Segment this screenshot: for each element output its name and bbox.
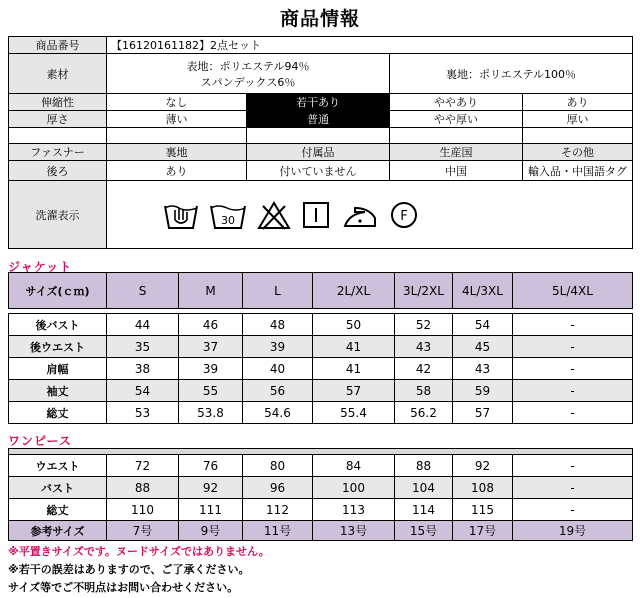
ref-size-cell: 9号 bbox=[179, 521, 243, 541]
size-header: L bbox=[243, 273, 313, 309]
other-value: 輸入品・中国語タグ bbox=[523, 161, 633, 181]
thickness-option: 厚い bbox=[523, 111, 633, 128]
ref-size-label: 参考サイズ bbox=[9, 521, 107, 541]
empty-cell bbox=[9, 128, 107, 144]
table-cell: 76 bbox=[179, 455, 243, 477]
fastener-label: ファスナー bbox=[9, 144, 107, 161]
wash-symbols bbox=[107, 181, 633, 249]
table-cell: 112 bbox=[243, 499, 313, 521]
note-flat-size: ※平置きサイズです。ヌードサイズではありません。 bbox=[8, 545, 270, 558]
material-label: 素材 bbox=[9, 54, 107, 94]
table-cell: 35 bbox=[107, 336, 179, 358]
table-cell: - bbox=[513, 358, 633, 380]
table-cell: 43 bbox=[453, 358, 513, 380]
empty-cell bbox=[247, 128, 390, 144]
table-cell: 41 bbox=[313, 358, 395, 380]
onepiece-section-label: ワンピース bbox=[8, 434, 72, 448]
table-cell: - bbox=[513, 455, 633, 477]
table-cell: 55.4 bbox=[313, 402, 395, 424]
table-cell: 57 bbox=[453, 402, 513, 424]
jacket-size-table bbox=[8, 272, 633, 424]
row-label: バスト bbox=[9, 477, 107, 499]
table-cell: 115 bbox=[453, 499, 513, 521]
table-cell: 43 bbox=[395, 336, 453, 358]
hand-wash-icon bbox=[163, 200, 199, 230]
row-label: 総丈 bbox=[9, 402, 107, 424]
line-dry-icon bbox=[301, 200, 331, 230]
thickness-option: やや厚い bbox=[390, 111, 523, 128]
table-cell: 41 bbox=[313, 336, 395, 358]
onepiece-size-table bbox=[8, 448, 633, 541]
table-cell: 96 bbox=[243, 477, 313, 499]
table-cell: 39 bbox=[179, 358, 243, 380]
row-label: 総丈 bbox=[9, 499, 107, 521]
table-cell: 59 bbox=[453, 380, 513, 402]
table-cell: 39 bbox=[243, 336, 313, 358]
table-cell: 114 bbox=[395, 499, 453, 521]
lining-value: あり bbox=[107, 161, 247, 181]
table-cell: - bbox=[513, 336, 633, 358]
origin-label: 生産国 bbox=[390, 144, 523, 161]
note-tolerance: ※若干の誤差はありますので、ご了承ください。 bbox=[8, 563, 250, 576]
table-cell: 53.8 bbox=[179, 402, 243, 424]
row-label: 後ウエスト bbox=[9, 336, 107, 358]
size-header: 5L/4XL bbox=[513, 273, 633, 309]
table-cell: 110 bbox=[107, 499, 179, 521]
jacket-section-label: ジャケット bbox=[8, 260, 73, 274]
table-cell: 46 bbox=[179, 314, 243, 336]
no-bleach-icon bbox=[257, 200, 291, 230]
table-cell: 57 bbox=[313, 380, 395, 402]
product-no-label: 商品番号 bbox=[9, 37, 107, 54]
ref-size-cell: 11号 bbox=[243, 521, 313, 541]
stretch-label: 伸縮性 bbox=[9, 94, 107, 111]
table-cell: 88 bbox=[107, 477, 179, 499]
empty-cell bbox=[107, 128, 247, 144]
size-header: M bbox=[179, 273, 243, 309]
material-front-line1: 表地：ポリエステル94％ bbox=[186, 59, 310, 73]
svg-text:F: F bbox=[400, 208, 408, 224]
table-cell: 58 bbox=[395, 380, 453, 402]
table-cell: 54 bbox=[107, 380, 179, 402]
table-cell: 80 bbox=[243, 455, 313, 477]
table-cell: 50 bbox=[313, 314, 395, 336]
size-header: 3L/2XL bbox=[395, 273, 453, 309]
table-cell: 92 bbox=[453, 455, 513, 477]
thickness-option-selected: 普通 bbox=[247, 111, 390, 128]
accessory-value: 付いていません bbox=[247, 161, 390, 181]
ref-size-cell: 15号 bbox=[395, 521, 453, 541]
table-cell: 92 bbox=[179, 477, 243, 499]
table-cell: - bbox=[513, 380, 633, 402]
row-label: ウエスト bbox=[9, 455, 107, 477]
product-info-table bbox=[8, 36, 633, 249]
table-cell: 56.2 bbox=[395, 402, 453, 424]
wash-30-icon bbox=[209, 200, 247, 230]
iron-low-icon bbox=[341, 200, 379, 230]
table-cell: - bbox=[513, 402, 633, 424]
note-contact: サイズ等でご不明点はお問い合わせください。 bbox=[8, 581, 239, 594]
table-cell: 54 bbox=[453, 314, 513, 336]
table-cell: 44 bbox=[107, 314, 179, 336]
page-title: 商品情報 bbox=[279, 8, 360, 30]
table-cell: 42 bbox=[395, 358, 453, 380]
table-cell: 52 bbox=[395, 314, 453, 336]
lining-label: 裏地 bbox=[107, 144, 247, 161]
thickness-label: 厚さ bbox=[9, 111, 107, 128]
ref-size-cell: 17号 bbox=[453, 521, 513, 541]
table-cell: - bbox=[513, 477, 633, 499]
material-front-line2: スパンデックス6％ bbox=[200, 75, 296, 89]
stretch-option-selected: 若干あり bbox=[247, 94, 390, 111]
other-label: その他 bbox=[523, 144, 633, 161]
material-back: 裏地：ポリエステル100％ bbox=[390, 54, 633, 94]
table-cell: 38 bbox=[107, 358, 179, 380]
product-no-value: 【16120161182】2点セット bbox=[107, 37, 633, 54]
ref-size-cell: 7号 bbox=[107, 521, 179, 541]
stretch-option: なし bbox=[107, 94, 247, 111]
origin-value: 中国 bbox=[390, 161, 523, 181]
empty-cell bbox=[390, 128, 523, 144]
stretch-option: ややあり bbox=[390, 94, 523, 111]
stretch-option: あり bbox=[523, 94, 633, 111]
size-header: 2L/XL bbox=[313, 273, 395, 309]
accessory-label: 付属品 bbox=[247, 144, 390, 161]
row-label: 肩幅 bbox=[9, 358, 107, 380]
material-front bbox=[107, 54, 390, 94]
size-header: S bbox=[107, 273, 179, 309]
table-cell: 72 bbox=[107, 455, 179, 477]
ref-size-cell: 13号 bbox=[313, 521, 395, 541]
table-cell: - bbox=[513, 314, 633, 336]
thickness-option: 薄い bbox=[107, 111, 247, 128]
size-header: 4L/3XL bbox=[453, 273, 513, 309]
row-label: 後バスト bbox=[9, 314, 107, 336]
wash-label: 洗濯表示 bbox=[9, 181, 107, 249]
back-label: 後ろ bbox=[9, 161, 107, 181]
table-cell: 54.6 bbox=[243, 402, 313, 424]
table-cell: 40 bbox=[243, 358, 313, 380]
dry-clean-f-icon bbox=[389, 200, 419, 230]
row-label: 袖丈 bbox=[9, 380, 107, 402]
table-cell: 88 bbox=[395, 455, 453, 477]
table-cell: 104 bbox=[395, 477, 453, 499]
empty-cell bbox=[523, 128, 633, 144]
size-header-label: サイズ(ｃｍ) bbox=[9, 273, 107, 309]
table-cell: 45 bbox=[453, 336, 513, 358]
table-cell: 111 bbox=[179, 499, 243, 521]
table-cell: 84 bbox=[313, 455, 395, 477]
table-cell: 55 bbox=[179, 380, 243, 402]
table-cell: 56 bbox=[243, 380, 313, 402]
table-cell: 108 bbox=[453, 477, 513, 499]
table-cell: - bbox=[513, 499, 633, 521]
table-cell: 48 bbox=[243, 314, 313, 336]
ref-size-cell: 19号 bbox=[513, 521, 633, 541]
table-cell: 100 bbox=[313, 477, 395, 499]
table-cell: 113 bbox=[313, 499, 395, 521]
table-cell: 37 bbox=[179, 336, 243, 358]
table-cell: 53 bbox=[107, 402, 179, 424]
svg-text:30: 30 bbox=[221, 213, 235, 227]
